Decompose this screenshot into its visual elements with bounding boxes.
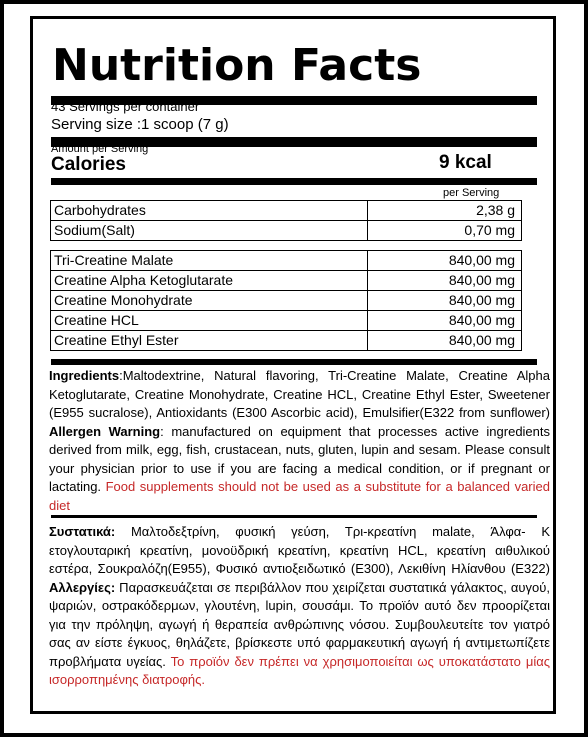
table-row bbox=[51, 311, 522, 331]
thick-divider-ingredients bbox=[51, 359, 537, 365]
table-row bbox=[51, 331, 522, 351]
greek-supplement-warning: Το προϊόν δεν πρέπει να χρησιμοποιείται ως υποκατάστατο μίας ισορροπημένης διατροφής. bbox=[49, 653, 550, 687]
nutrient-name: Carbohydrates bbox=[51, 201, 368, 221]
nutrient-value: 0,70 mg bbox=[368, 221, 522, 241]
amount-per-serving: Amount per Serving bbox=[51, 143, 149, 155]
thick-divider-calories bbox=[51, 178, 537, 185]
creatine-value: 840,00 mg bbox=[368, 311, 522, 331]
serving-size: Serving size :1 scoop (7 g) bbox=[51, 116, 229, 133]
label-title: Nutrition Facts bbox=[52, 40, 422, 91]
greek-allergen-label: Αλλεργίες: bbox=[49, 579, 116, 595]
creatine-name: Creatine Alpha Ketoglutarate bbox=[51, 271, 368, 291]
nutrition-label bbox=[30, 16, 556, 714]
creatine-value: 840,00 mg bbox=[368, 251, 522, 271]
table-row bbox=[51, 201, 522, 221]
per-serving-header: per Serving bbox=[443, 187, 500, 199]
ingredients-label: Ingredients bbox=[49, 368, 120, 383]
creatine-value: 840,00 mg bbox=[368, 331, 522, 351]
nutrient-value: 2,38 g bbox=[368, 201, 522, 221]
creatine-name: Tri-Creatine Malate bbox=[51, 251, 368, 271]
greek-allergen-text: Παρασκευάζεται σε περιβάλλον που χειρίζεται συστατικά γάλακτος, αυγού, ψαριών, οστρακόδερμων, γλουτένη, lupin, σουσάμι. Το προϊόν αυτό δεν προορίζεται για την πρόληψη, αγωγή ή θεραπεία ανθρώπινης νόσου. Συμβουλευτείτε τον γιατρό σας αν είστε έγκυος, θηλάζετε, βρίσκεστε υπό φαρμακευτική αγωγή ή αντιμετωπίζετε προβλήματα υγείας. bbox=[49, 579, 550, 669]
servings-per-container: 43 Servings per container bbox=[51, 99, 200, 114]
english-ingredients-block bbox=[49, 367, 550, 515]
nutrients-table bbox=[50, 200, 522, 241]
ingredients-text: :Maltodextrine, Natural flavoring, Tri-Creatine Malate, Creatine Alpha Ketoglutarate, Creatine Monohydrate, Creatine HCL, Creatine Ethyl Ester, Sweetener (E955 sucralose), Antioxidants (E300 Ascorbic acid), Emulsifier(E322 from sunflower) bbox=[49, 368, 550, 420]
creatine-name: Creatine Ethyl Ester bbox=[51, 331, 368, 351]
allergen-text: : manufactured on equipment that processes active ingredients derived from milk, egg, fish, crustacean, nuts, gluten, lupin and sesam. Please consult your physician prior to use if you are facing a medical condition, or if pregnant or lactating. bbox=[49, 423, 551, 494]
allergen-label: Allergen Warning bbox=[49, 423, 161, 439]
table-row bbox=[51, 291, 522, 311]
creatine-name: Creatine HCL bbox=[51, 311, 368, 331]
creatine-name: Creatine Monohydrate bbox=[51, 291, 368, 311]
calories-value: 9 kcal bbox=[439, 152, 492, 173]
creatine-value: 840,00 mg bbox=[368, 271, 522, 291]
nutrient-name: Sodium(Salt) bbox=[51, 221, 368, 241]
table-row bbox=[51, 271, 522, 291]
greek-ingredients-label: Συστατικά: bbox=[49, 524, 116, 539]
creatine-table bbox=[50, 250, 522, 351]
greek-ingredients-text: Μαλτοδεξτρίνη, φυσική γεύση, Τρι-κρεατίνη malate, Άλφα- Κ ετογλουταρική κρεατίνη, μονοϋδρική κρεατίνη, κρεατίνη HCL, κρεατίνη αιθυλικού εστέρα, Σουκραλόζη(E955), Φυσικό αντιοξειδωτικό (Ε300), Λεκιθίνη Ηλίανθου (Ε322) bbox=[49, 524, 550, 576]
greek-ingredients-block bbox=[49, 523, 550, 690]
supplement-warning: Food supplements should not be used as a substitute for a balanced varied diet bbox=[49, 479, 550, 513]
creatine-value: 840,00 mg bbox=[368, 291, 522, 311]
table-row bbox=[51, 221, 522, 241]
table-row bbox=[51, 251, 522, 271]
thin-divider-greek bbox=[51, 515, 537, 518]
calories-label: Calories bbox=[51, 154, 126, 175]
